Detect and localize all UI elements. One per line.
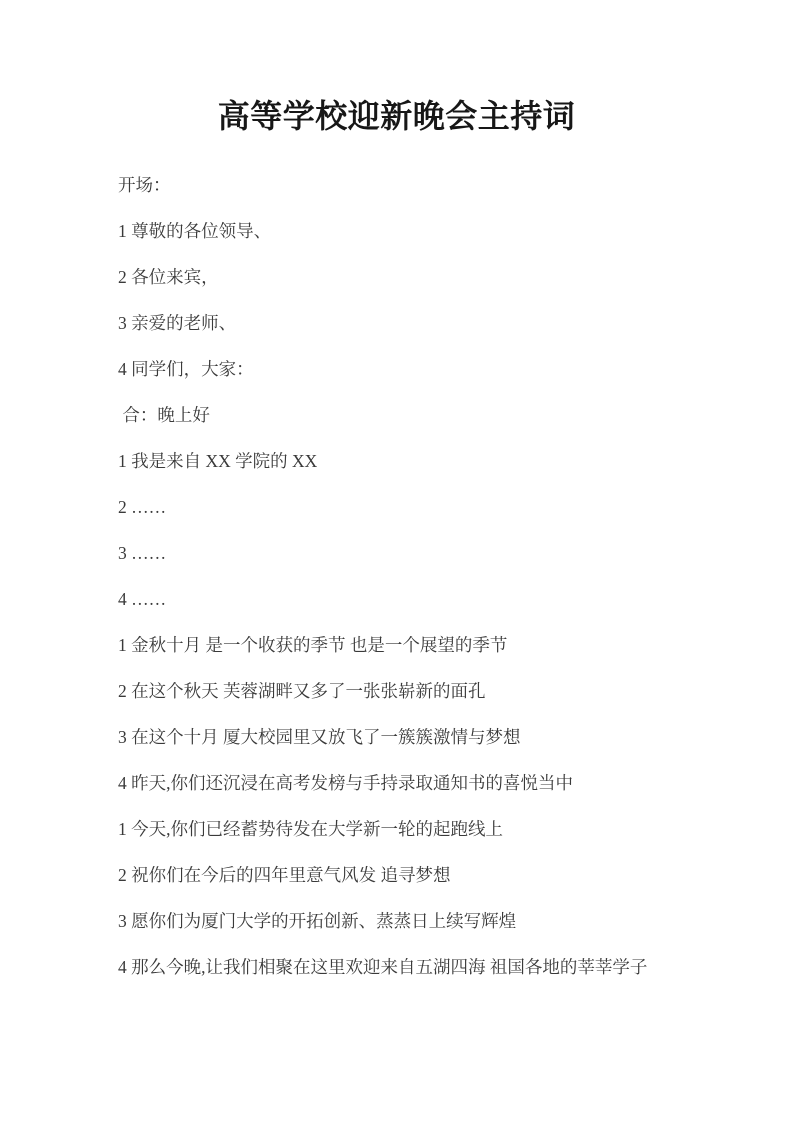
paragraph: 3 在这个十月 厦大校园里又放飞了一簇簇激情与梦想 bbox=[118, 727, 521, 747]
paragraph: 4 那么今晚,让我们相聚在这里欢迎来自五湖四海 祖国各地的莘莘学子 bbox=[118, 957, 648, 977]
paragraph: 2 各位来宾， bbox=[118, 267, 219, 287]
paragraph: 1 尊敬的各位领导、 bbox=[118, 221, 272, 241]
paragraph: 1 我是来自 XX 学院的 XX bbox=[118, 451, 318, 471]
paragraph: 2 祝你们在今后的四年里意气风发 追寻梦想 bbox=[118, 865, 451, 885]
paragraph: 3 …… bbox=[118, 543, 167, 563]
document-body bbox=[0, 136, 793, 990]
paragraph: 4 昨天,你们还沉浸在高考发榜与手持录取通知书的喜悦当中 bbox=[118, 773, 573, 793]
paragraph: 2 …… bbox=[118, 497, 167, 517]
paragraph: 3 亲爱的老师、 bbox=[118, 313, 237, 333]
paragraph: 1 金秋十月 是一个收获的季节 也是一个展望的季节 bbox=[118, 635, 508, 655]
paragraph: 1 今天,你们已经蓄势待发在大学新一轮的起跑线上 bbox=[118, 819, 503, 839]
paragraph: 3 愿你们为厦门大学的开拓创新、蒸蒸日上续写辉煌 bbox=[118, 911, 517, 931]
paragraph: 4 同学们，大家： bbox=[118, 359, 254, 379]
paragraph-opening-label: 开场： bbox=[118, 175, 171, 195]
paragraph: 合：晚上好 bbox=[118, 405, 210, 425]
document-title: 高等学校迎新晚会主持词 bbox=[217, 98, 576, 134]
paragraph: 4 …… bbox=[118, 589, 167, 609]
paragraph: 2 在这个秋天 芙蓉湖畔又多了一张张崭新的面孔 bbox=[118, 681, 486, 701]
